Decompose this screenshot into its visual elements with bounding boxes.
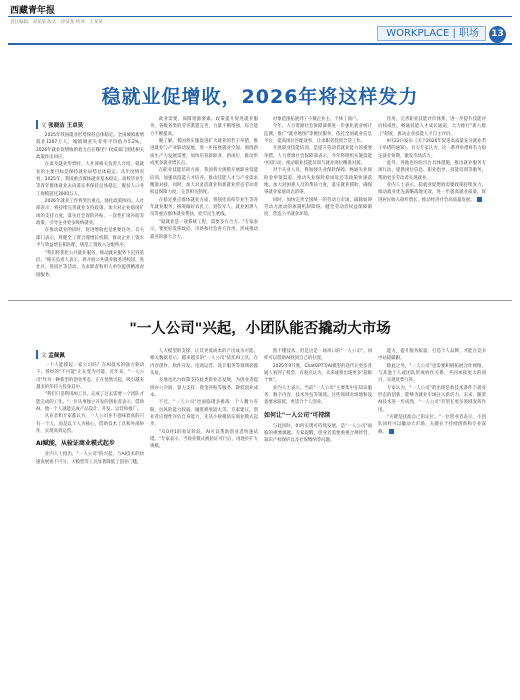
section-label: WORKPLACE | 职场 <box>377 26 486 41</box>
paragraph: 今年，人力资源社会保障部将进一步强化就业统计监测，推广"就业地图"等便民服务，依托全国就业信息平台，提高岗位匹配效率，让求职者找到合适工作。 <box>264 124 372 145</box>
paragraph: "关键是找准自己的定位。"一位创业者表示，小团队同样可以撬动大市场，关键在于持续创新和专业深耕。 <box>378 415 486 435</box>
paragraph: 一个人能撑起一家公司吗？在AI技术的强力驱动下，曾经的"不可能"正在变为可能。近年来，"一人公司"作为一种新型的创业形态，正在悄然兴起，吸引越来越多的年轻人投身其中。 <box>36 363 144 391</box>
masthead-rule <box>8 43 512 45</box>
paragraph: 2025年我国就业形势保持总体稳定。全国城镇新增就业1267万人，城镇调查失业率平均值为5.2%。2026年就业促增收的着力点在哪里？权威部门围绕相关政策作出回应。 <box>36 133 144 161</box>
paragraph: 然不懂技术，但是这是一场风口的"一人公司"，同样可以借助AI找到自己的位置。 <box>264 349 372 362</box>
byline-prefix: 文 <box>41 353 47 359</box>
byline-marker <box>36 350 38 359</box>
paragraph: "我们只是利用AI工具，完成了过去需要一个团队才能完成的工作。"一位从事独立开发的创业者表示，借助AI，他一个人就能完成产品设计、开发、运营和推广。 <box>36 392 144 413</box>
paragraph: 对象范围拓展到了小微企业主、个体工商户。 <box>272 117 361 122</box>
paragraph: 2025年9月底，ChatGPT等AI模型的迭代让更多普通人看到了机会。有观点认为，未来或将出现更多"超级个体"。 <box>264 363 372 384</box>
paragraph: 多地也出台政策支持此类新业态发展，为创业者提供办公空间、算力支持、资金补贴等服务，降低创业成本。 <box>150 378 258 399</box>
end-of-article-mark <box>389 429 394 434</box>
paragraph: 与此同时，如何实现可持续发展，是"一人公司"面临的重要课题。专家提醒，创业者需要重视合规经营、知识产权保护以及社保缴纳等问题。 <box>264 423 372 444</box>
article2-column-4 <box>378 348 486 692</box>
paragraph: 在稳定重点群体就业方面，将强化高校毕业生等青年就业服务，统筹做好农民工、退役军人、就业困难人员等重点群体就业帮扶，兜牢民生底线。 <box>150 197 258 218</box>
paragraph: 9月22日发布《关于2026年促进高质量充分就业若干举措的通知》。有关专家认为，这一系列举措将有力稳定就业预期，激发市场活力。 <box>378 139 486 159</box>
article1-column-1 <box>36 132 144 292</box>
article2-column-3 <box>264 348 372 692</box>
paragraph: 业内人士表示，稳就业促增收需要政策持续发力，推动就业优先战略落地见效，进一步提高就业质量，促进居民收入稳步增长，推动经济社会高质量发展。 <box>378 183 486 203</box>
paragraph: 不过，"一人公司"也面临诸多挑战：个人精力有限、抗风险能力较弱、融资难度较大等。专家建议，创业者应理性评估自身能力，先从小规模验证商业模式起步。 <box>150 400 258 428</box>
paragraph: 同时，加快完善全国统一的劳动力市场，破除妨碍劳动力流动的体制机制障碍。健全劳动者权益保障制度，营造公平就业环境。 <box>264 197 372 218</box>
paragraph: "从0到1的验证阶段，AI可以帮助创业者快速试错。"专家表示，当商业模式被验证可行后，再逐步扩大规模。 <box>150 429 258 450</box>
paragraph: 从业者和专家都认为，一人公司并不意味着真的只有一个人，而是以个人为核心，借助技术工具和外部协作，实现高效运营。 <box>36 414 144 435</box>
article2-headline: "一人公司"兴起，小团队能否撬动大市场 <box>129 321 391 337</box>
paragraph: 业内人士表示，当前"一人公司"主要集中在知识服务、数字内容、技术外包等领域。这些领域对场地和设备要求较低，更适合个人创业。 <box>264 385 372 406</box>
article2-authors: 孟佩佩 <box>48 353 65 359</box>
paragraph: 专家认为，"一人公司"的出现是新技术条件下就业形态的创新，能够为就业市场注入新活力。未来，随着AI技术进一步成熟，"一人公司"有望在更多领域发挥作用。 <box>378 385 486 413</box>
paragraph: 除此之外，"一人公司"也需要积极拓展合作网络，与其他个人或团队形成协作关系，共同承接更大的项目，实现优势互补。 <box>378 363 486 384</box>
paragraph: 就业需要，保障资源要素。政策提升促进就业服务，各级各类的劳务派遣完善，力量不断增强，综合能力不断提高。 <box>150 117 258 137</box>
article2-subhead-a: AI赋能，从验证商业模式起步 <box>36 440 115 448</box>
article-divider <box>8 300 512 301</box>
byline-prefix: 文 <box>41 123 47 129</box>
page-number: 13 <box>489 26 506 43</box>
article2-byline <box>41 351 65 359</box>
paragraph: 在谈及就业形势时，人社部相关负责人介绍，稳就业的主要目标是保持就业局势总体稳定。从年度情况看，2025年，我国重点群体就业基本稳定，高校毕业生等青年群体就业去向落实率保持总体稳定，脱贫人口务工规模超过3000万人。 <box>36 162 144 197</box>
article1-headline: 稳就业促增收，2026年将这样发力 <box>101 86 419 108</box>
paragraph: 在推动就业的同时，促进增收也是重要任务。有关部门表示，将健全工资合理增长机制，推动企业工资水平与效益增长相匹配，规范工资收入分配秩序。 <box>36 228 144 249</box>
byline-marker <box>36 120 38 129</box>
paragraph: "我们将优化公共就业服务，推动就业服务下沉到基层。"相关负责人表示，将开展公共就业服务进校园、进社区、进园区等活动，为求职者和用人单位提供精准对接服务。 <box>36 250 144 278</box>
paragraph: 开展职业技能培训，是提升劳动者就业能力的重要举措。人力资源社会保障部表示，今年将组织实施技能中国行动，推动职业技能培训与就业岗位精准对接。 <box>264 146 372 167</box>
paragraph: 能力，提升服务质量，打造个人品牌，才能在竞争中站稳脚跟。 <box>378 349 486 362</box>
paragraph: 作用，完善职业技能评价体系，进一步提升技能评价权威性。畅通技能人才成长通道，大力推行"新八级工"制度，推动企业技能人才自主评价。 <box>378 117 486 137</box>
paragraph: 在职业技能培训方面，我国将大规模开展职业技能培训，加强高技能人才培养，推动技能人才与产业需求精准对接。同时，加大对灵活就业和新就业形态劳动者权益保障力度，完善相关制度。 <box>150 168 258 196</box>
paragraph: "稳就业是一项系统工程，需要多方合力。"专家表示，要更好发挥政府、市场和社会各方作用，形成推动就业的强大合力。 <box>150 219 258 240</box>
article1-column-3 <box>264 116 372 292</box>
article1-column-4 <box>378 116 486 292</box>
article1-column-2 <box>150 116 258 292</box>
article1-byline <box>41 121 83 129</box>
article1-authors: 张晓洁 王卓昊 <box>48 123 84 129</box>
newspaper-brand: 西藏青年报 <box>10 6 56 16</box>
paragraph: 对于失业人员，将加强失业保险保障，畅通失业保险金申领渠道，推动失业保险稳岗返还等政策快速落地。加大对困难人员的帮扶力度，落实就业援助，确保零就业家庭动态清零。 <box>264 168 372 196</box>
brand-rule <box>8 16 512 17</box>
paragraph: 2026年就业工作将突出重点，强化政策协同。人社部表示，将持续完善就业支持政策，加大对企业稳岗扩岗的支持力度，落实社会保险补贴、一次性扩岗补助等政策，引导企业更多吸纳就业。 <box>36 199 144 227</box>
paragraph: 人大模型的支撑，让其更低成本的产出成为可能。相关数据显示，越来越多的"一人公司"依托AI工具，在内容创作、软件开发、电商运营、设计服务等领域崭露头角。 <box>150 349 258 377</box>
article2-column-1 <box>36 362 144 692</box>
paragraph: 聚了解，我国将实施促进扩大就业的若干举措，推进就业与产业联动发展，进一步拓展就业空间。围绕新质生产力发展需要，加快培育新职业、新岗位，推动形成更多就业增长点。 <box>150 139 258 167</box>
editor-credits: 责任编辑：刘某某 版式：徐某某 校对：王某某 <box>10 20 103 25</box>
masthead <box>8 2 512 40</box>
paragraph: 此外，各地也纷纷出台具体措施，推出就业服务专项行动，提供岗位信息、职业指导、技能培训等服务，帮助更多劳动者实现就业。 <box>378 161 486 181</box>
article2-subhead-b: 如何让"一人公司"可持续 <box>264 411 331 419</box>
article2-column-2 <box>150 348 258 692</box>
paragraph: 业内人士指出，"一人公司"的兴起，与AI技术的快速发展密不可分。大模型等工具显著降低了创业门槛。 <box>36 452 144 465</box>
end-of-article-mark <box>477 197 482 202</box>
